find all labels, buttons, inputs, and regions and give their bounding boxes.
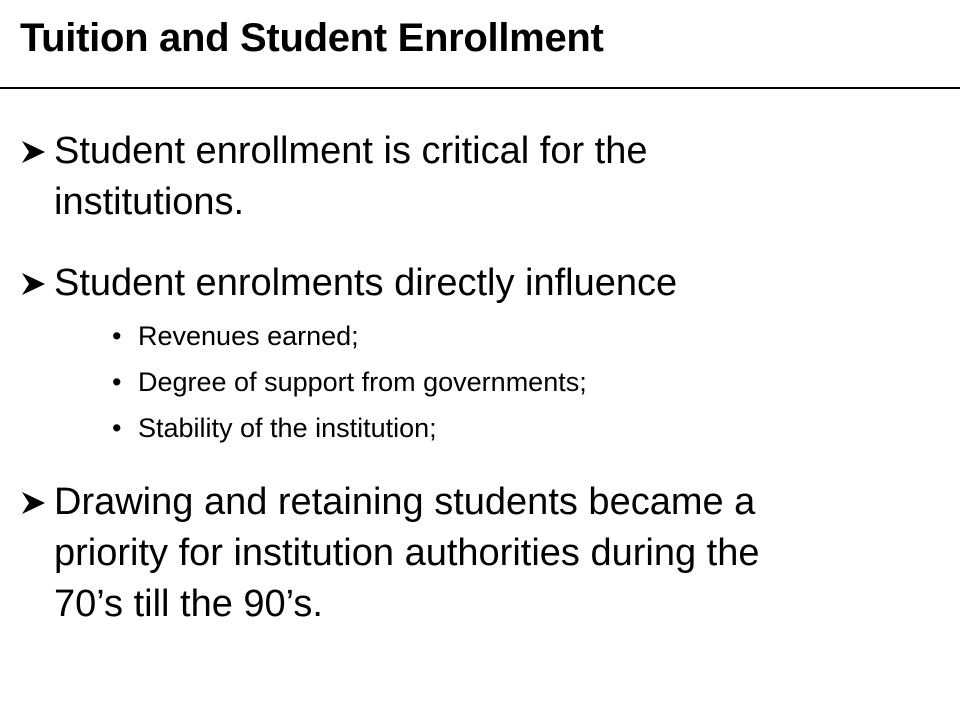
arrowhead-bullet-icon <box>20 258 54 309</box>
arrowhead-bullet-icon <box>20 126 54 177</box>
sub-bullet-text: Stability of the institution; <box>138 413 437 443</box>
bullet-item <box>20 258 920 309</box>
sub-bullet-text: Degree of support from governments; <box>138 367 587 397</box>
sub-bullet-item <box>112 413 892 459</box>
bullet-item <box>20 477 920 630</box>
bullet-text: Student enrolments directly influence <box>54 262 678 304</box>
sub-bullet-item <box>112 367 892 413</box>
dot-bullet-icon: • <box>112 321 122 351</box>
title-divider <box>0 87 960 89</box>
dot-bullet-icon: • <box>112 413 122 443</box>
bullet-text: Drawing and retaining students became a priority for institution authorities during the 70’s till the 90’s. <box>54 481 760 625</box>
bullet-item <box>20 126 920 228</box>
slide-title: Tuition and Student Enrollment <box>20 16 604 60</box>
arrowhead-bullet-icon <box>20 477 54 528</box>
dot-bullet-icon: • <box>112 367 122 397</box>
sub-bullet-list <box>112 321 892 459</box>
sub-bullet-text: Revenues earned; <box>138 321 359 351</box>
sub-bullet-item <box>112 321 892 367</box>
bullet-text: Student enrollment is critical for the institutions. <box>54 130 648 223</box>
